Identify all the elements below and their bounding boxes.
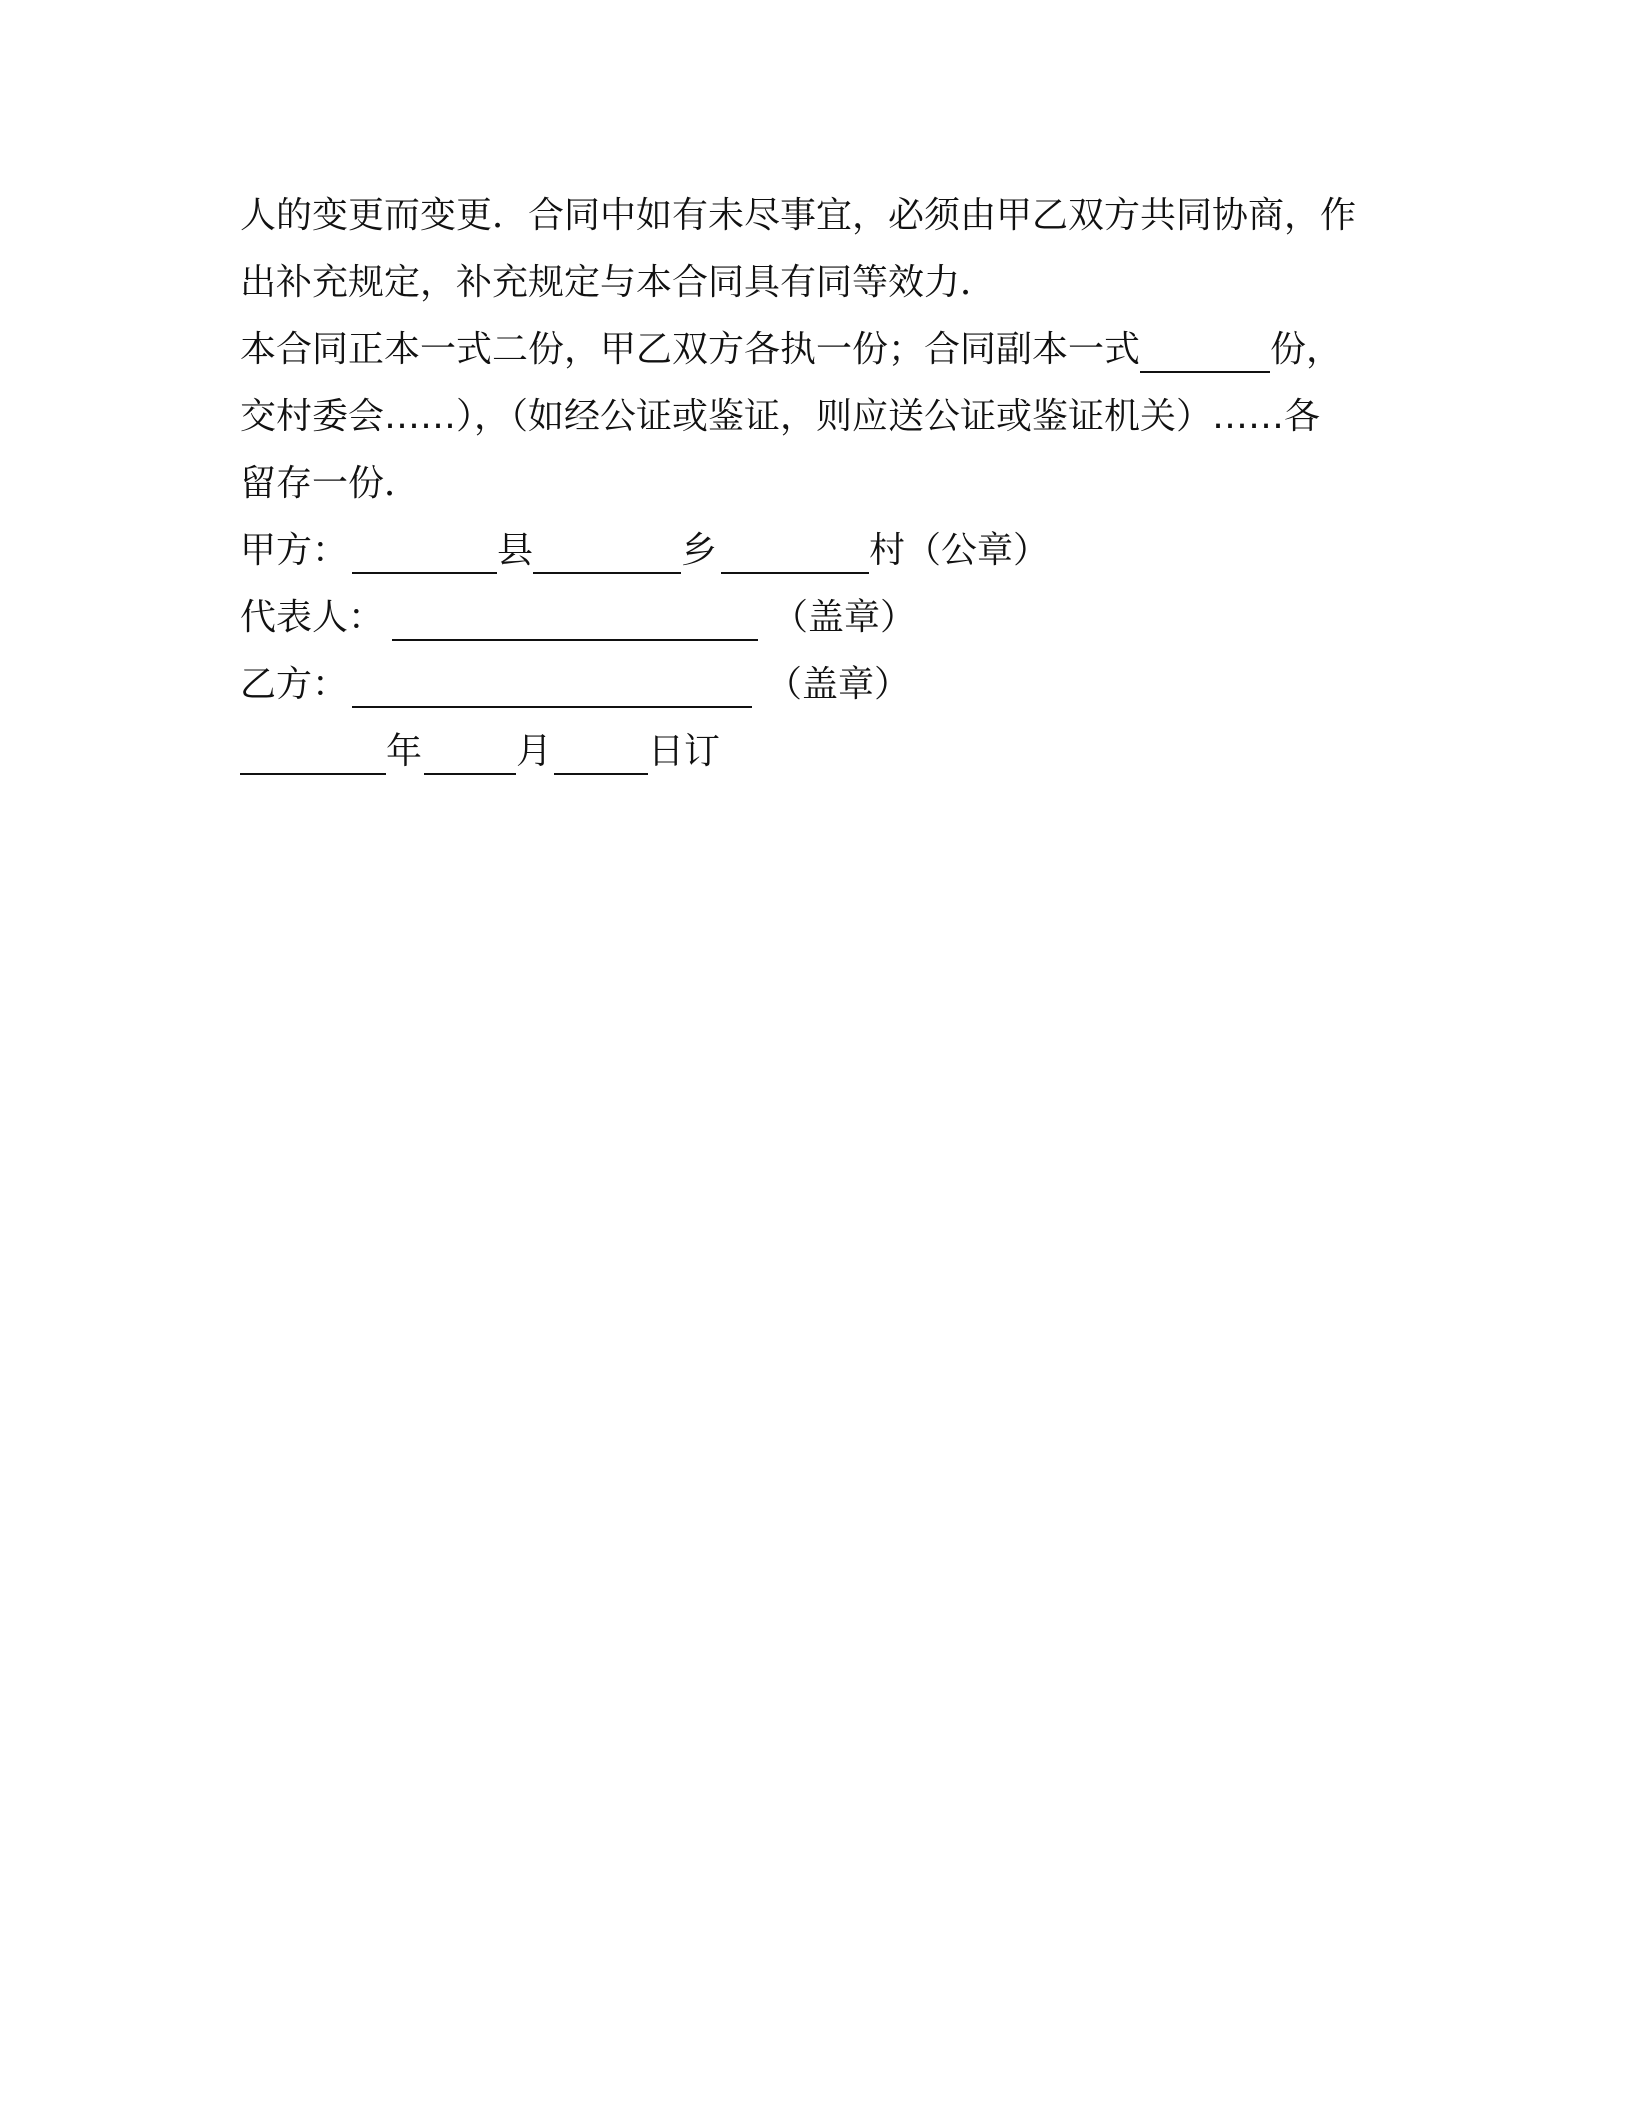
party-a-line: [240, 521, 1049, 581]
county-blank[interactable]: [352, 534, 497, 574]
party-b-label: 乙方：: [240, 664, 349, 705]
para2-line2-text: 交村委会……），（如经公证或鉴证，则应送公证或鉴证机关）……各: [240, 396, 1321, 437]
party-b-line: [240, 655, 910, 715]
para1-line2: [240, 253, 996, 313]
para2-line1-suffix: 份，: [1270, 329, 1343, 370]
village-blank[interactable]: [721, 534, 869, 574]
para1-line2-text: 出补充规定，补充规定与本合同具有同等效力．: [240, 262, 997, 303]
year-blank[interactable]: [240, 735, 386, 775]
para1-line1: [240, 186, 1356, 246]
month-label: 月: [516, 731, 553, 772]
representative-seal-label: （盖章）: [772, 597, 917, 638]
party-b-seal-label: （盖章）: [766, 664, 911, 705]
para2-line3: [240, 454, 420, 514]
copies-count-blank[interactable]: [1140, 333, 1270, 373]
para2-line1: [240, 320, 1342, 380]
date-line: [240, 722, 720, 782]
para2-line2: [240, 387, 1320, 447]
representative-label: 代表人：: [240, 597, 385, 638]
day-signed-label: 日订: [648, 731, 721, 772]
para2-line1-text: 本合同正本一式二份，甲乙双方各执一份；合同副本一式: [240, 329, 1141, 370]
village-seal-label: 村（公章）: [869, 530, 1050, 571]
representative-line: [240, 588, 916, 648]
para2-line3-text: 留存一份．: [240, 463, 421, 504]
party-b-blank[interactable]: [352, 668, 752, 708]
county-label: 县: [497, 530, 534, 571]
month-blank[interactable]: [424, 735, 516, 775]
para1-line1-text: 人的变更而变更．合同中如有未尽事宜，必须由甲乙双方共同协商，作: [240, 195, 1357, 236]
year-label: 年: [386, 731, 423, 772]
township-blank[interactable]: [533, 534, 681, 574]
day-blank[interactable]: [554, 735, 648, 775]
party-a-label: 甲方：: [240, 530, 349, 571]
representative-blank[interactable]: [392, 601, 758, 641]
township-label: 乡: [681, 530, 718, 571]
